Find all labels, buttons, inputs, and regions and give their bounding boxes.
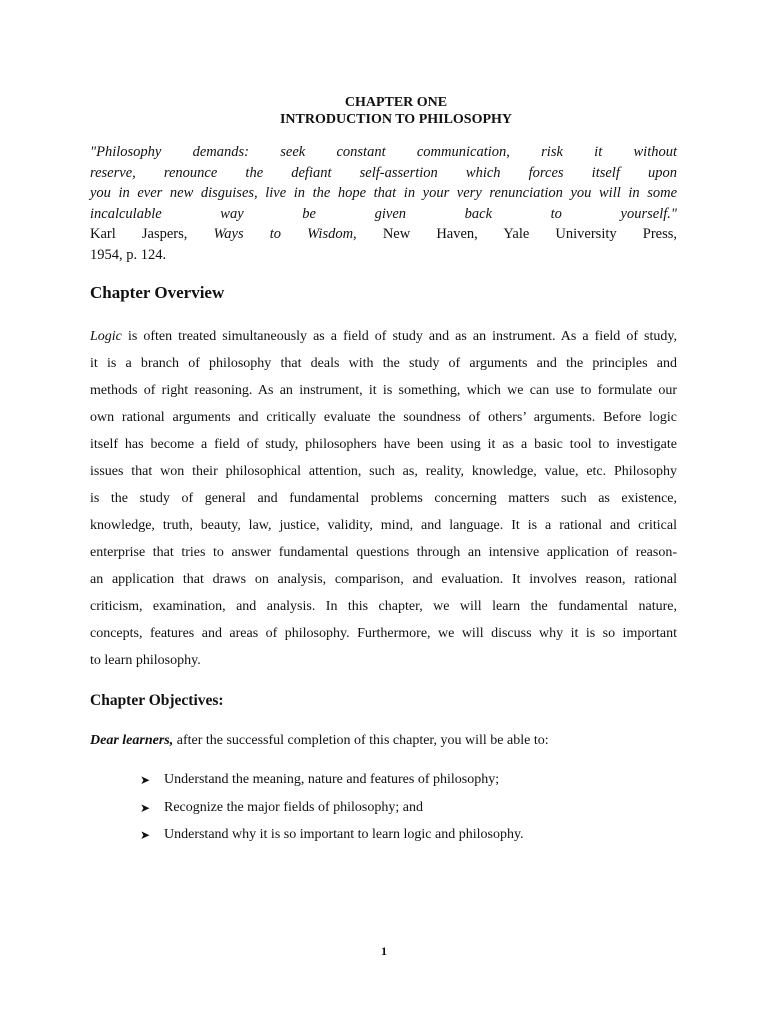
overview-line-5: itself has become a field of study, philosophers have been using it as a basic tool to investigate (90, 437, 677, 452)
epigraph-quote (90, 142, 677, 265)
overview-line-12: concepts, features and areas of philosophy. Furthermore, we will discuss why it is so important (90, 626, 677, 641)
overview-paragraph (90, 323, 677, 674)
objective-text: Understand why it is so important to learn logic and philosophy. (164, 827, 524, 842)
overview-line-10: an application that draws on analysis, comparison, and evaluation. It involves reason, rational (90, 572, 677, 587)
objectives-heading: Chapter Objectives: (90, 692, 224, 709)
overview-line-2: it is a branch of philosophy that deals with the study of arguments and the principles and (90, 356, 677, 371)
list-item (140, 798, 524, 826)
objectives-intro-text: after the successful completion of this chapter, you will be able to: (173, 733, 549, 748)
quote-line-4: incalculable way be given back to yourself." (90, 205, 677, 222)
overview-heading: Chapter Overview (90, 283, 225, 302)
learners-salutation: Dear learners, (90, 733, 174, 748)
objectives-intro (90, 733, 549, 749)
overview-line-3: methods of right reasoning. As an instrument, it is something, which we can use to formulate our (90, 383, 677, 398)
logic-term: Logic (90, 329, 122, 344)
overview-line-11: criticism, examination, and analysis. In this chapter, we will learn the fundamental nature, (90, 599, 677, 614)
overview-line-1: Logic is often treated simultaneously as a field of study and as an instrument. As a field of study, (90, 329, 677, 344)
overview-line-4: own rational arguments and critically evaluate the soundness of others’ arguments. Before logic (90, 410, 677, 425)
citation-year: 1954, p. 124. (90, 246, 167, 263)
citation-publisher: New Haven, Yale University Press, (382, 226, 677, 242)
overview-line-13: to learn philosophy. (90, 653, 201, 668)
quote-line-1: "Philosophy demands: seek constant communication, risk it without (90, 144, 677, 160)
chapter-title: INTRODUCTION TO PHILOSOPHY (279, 112, 513, 127)
list-item (140, 825, 524, 853)
list-item (140, 770, 524, 798)
quote-line-2: reserve, renounce the defiant self-assertion which forces itself upon (90, 164, 677, 181)
objectives-list (140, 770, 524, 853)
quote-line-3: you in ever new disguises, live in the hope that in your very renunciation you will in some (90, 185, 677, 201)
arrow-bullet-icon: ➤ (140, 800, 151, 815)
citation-author: Karl Jaspers, (90, 226, 188, 242)
arrow-bullet-icon: ➤ (140, 773, 151, 787)
overview-line-6: issues that won their philosophical attention, such as, reality, knowledge, value, etc. Philosophy (90, 464, 677, 479)
arrow-bullet-icon: ➤ (140, 828, 151, 842)
chapter-heading (0, 94, 768, 128)
overview-line-8: knowledge, truth, beauty, law, justice, validity, mind, and language. It is a rational and critical (90, 518, 677, 533)
overview-line-7: is the study of general and fundamental problems concerning matters such as existence, (90, 491, 677, 506)
objective-text: Recognize the major fields of philosophy; and (164, 799, 423, 815)
objective-text: Understand the meaning, nature and features of philosophy; (164, 772, 500, 787)
citation-work: Ways to Wisdom, (213, 226, 357, 242)
overview-line-9: enterprise that tries to answer fundamental questions through an intensive application of reason- (90, 545, 677, 560)
quote-citation (90, 224, 677, 245)
page-number: 1 (381, 944, 387, 958)
chapter-number: CHAPTER ONE (344, 95, 448, 110)
